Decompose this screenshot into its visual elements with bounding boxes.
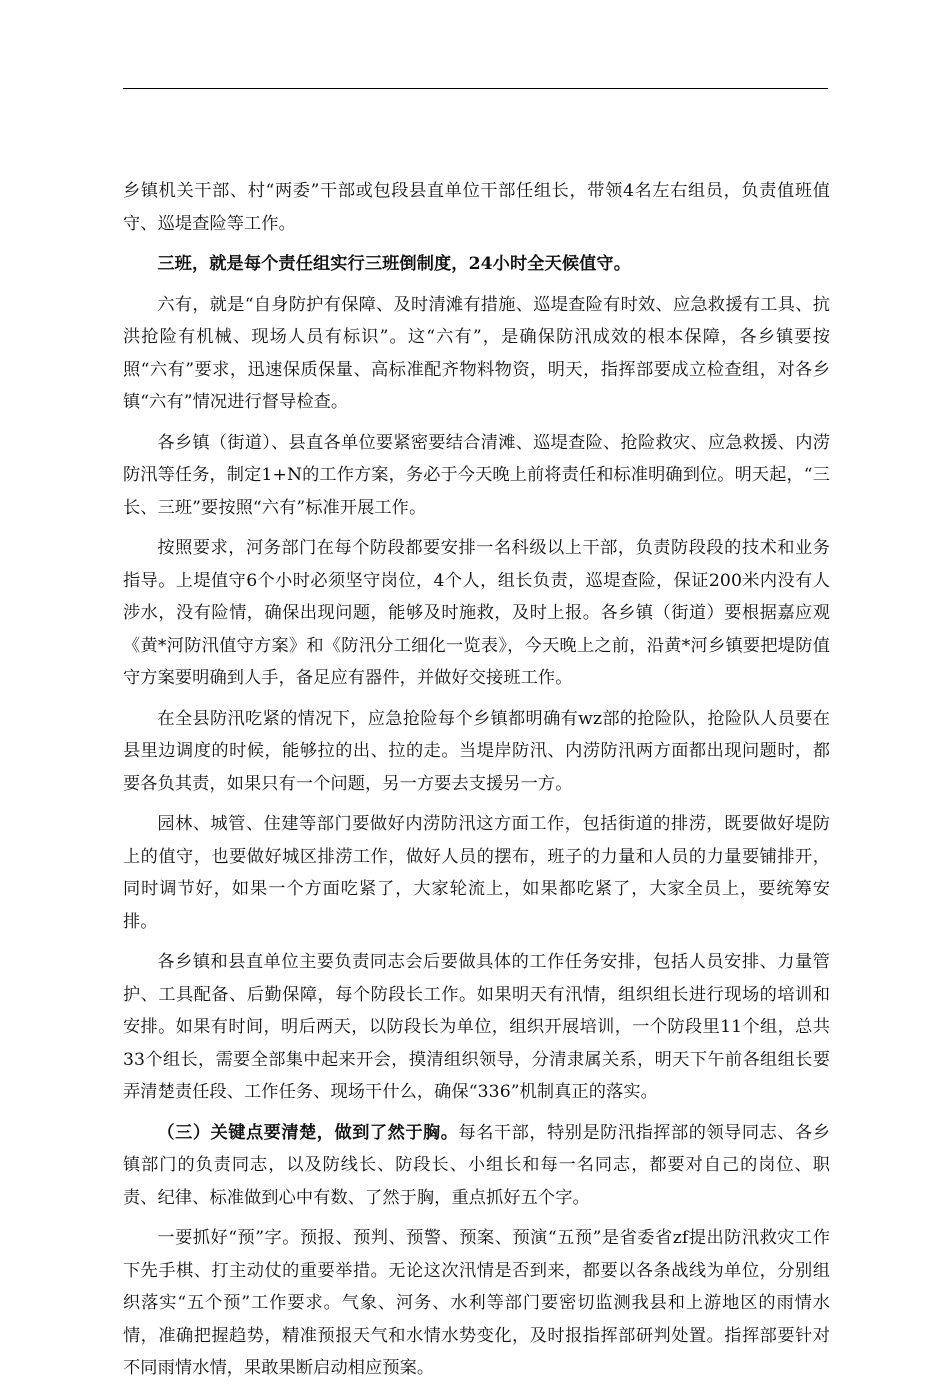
paragraph-key-points-text: 每名干部，特别是防汛指挥部的领导同志、各乡镇部门的负责同志，以及防线长、防段长、小组长和每一名同志，都要对自己的岗位、职责、纪律、标准做到心中有数、了然于胸，重点抓好五个字。 <box>123 1122 830 1208</box>
paragraph-three-shifts: 三班，就是每个责任组实行三班倒制度，24小时全天候值守。 <box>157 254 631 274</box>
paragraph-township-plans: 各乡镇（街道）、县直各单位要紧密要结合清滩、巡堤查险、抢险救灾、应急救援、内涝防汛等任务，制定1+N的工作方案，务必于今天晚上前将责任和标准明确到位。明天起，“三长、三班”要按照“六有”标准开展工作。 <box>123 432 830 518</box>
paragraph-river-affairs: 按照要求，河务部门在每个防段都要安排一名科级以上干部，负责防段段的技术和业务指导。上堤值守6个小时必须坚守岗位，4个人，组长负责，巡堤查险，保证200米内没有人涉水，没有险情，确保出现问题，能够及时施救，及时上报。各乡镇（街道）要根据嘉应观《黄*河防汛值守方案》和《防汛分工细化一览表》，今天晚上之前，沿黄*河乡镇要把堤防值守方案要明确到人手，备足应有器件，并做好交接班工作。 <box>123 538 830 688</box>
paragraph-task-arrangement: 各乡镇和县直单位主要负责同志会后要做具体的工作任务安排，包括人员安排、力量管护、工具配备、后勤保障，每个防段长工作。如果明天有汛情，组织组长进行现场的培训和安排。如果有时间，明后两天，以防段长为单位，组织开展培训，一个防段里11个组，总共33个组长，需要全部集中起来开会，摸清组织领导，分清隶属关系，明天下午前各组组长要弄清楚责任段、工作任务、现场干什么，确保“336”机制真正的落实。 <box>123 952 830 1102</box>
paragraph-six-haves: 六有，就是“自身防护有保障、及时清滩有措施、巡堤查险有时效、应急救援有工具、抗洪抢险有机械、现场人员有标识”。这“六有”，是确保防汛成效的根本保障，各乡镇要按照“六有”要求，迅速保质保量、高标准配齐物料物资，明天，指挥部要成立检查组，对各乡镇“六有”情况进行督导检查。 <box>123 294 830 412</box>
paragraph-urban-drainage: 园林、城管、住建等部门要做好内涝防汛这方面工作，包括街道的排涝，既要做好堤防上的值守，也要做好城区排涝工作，做好人员的摆布，班子的力量和人员的力量要铺排开，同时调节好，如果一个方面吃紧了，大家轮流上，如果都吃紧了，大家全员上，要统筹安排。 <box>123 814 830 932</box>
paragraph-forecast: 一要抓好“预”字。预报、预判、预警、预案、预演“五预”是省委省zf提出防汛救灾工作下先手棋、打主动仗的重要举措。无论这次汛情是否到来，都要以各条战线为单位，分别组织落实“五个预”工作要求。气象、河务、水利等部门要密切监测我县和上游地区的雨情水情，准确把握趋势，精准预报天气和水情水势变化，及时报指挥部研判处置。指挥部要针对不同雨情水情，果敢果断启动相应预案。 <box>123 1228 830 1378</box>
paragraph-continuation: 乡镇机关干部、村“两委”干部或包段县直单位干部任组长，带领4名左右组员，负责值班值守、巡堤查险等工作。 <box>123 181 830 234</box>
document-body <box>123 175 830 1393</box>
header-rule <box>123 88 828 89</box>
paragraph-key-points <box>123 1117 830 1215</box>
paragraph-emergency-rescue: 在全县防汛吃紧的情况下，应急抢险每个乡镇都明确有wz部的抢险队，抢险队人员要在县里边调度的时候，能够拉的出、拉的走。当堤岸防汛、内涝防汛两方面都出现问题时，都要各负其责，如果只有一个问题，另一方要去支援另一方。 <box>123 708 830 794</box>
section-heading-key-points: （三）关键点要清楚，做到了然于胸。 <box>157 1122 459 1143</box>
